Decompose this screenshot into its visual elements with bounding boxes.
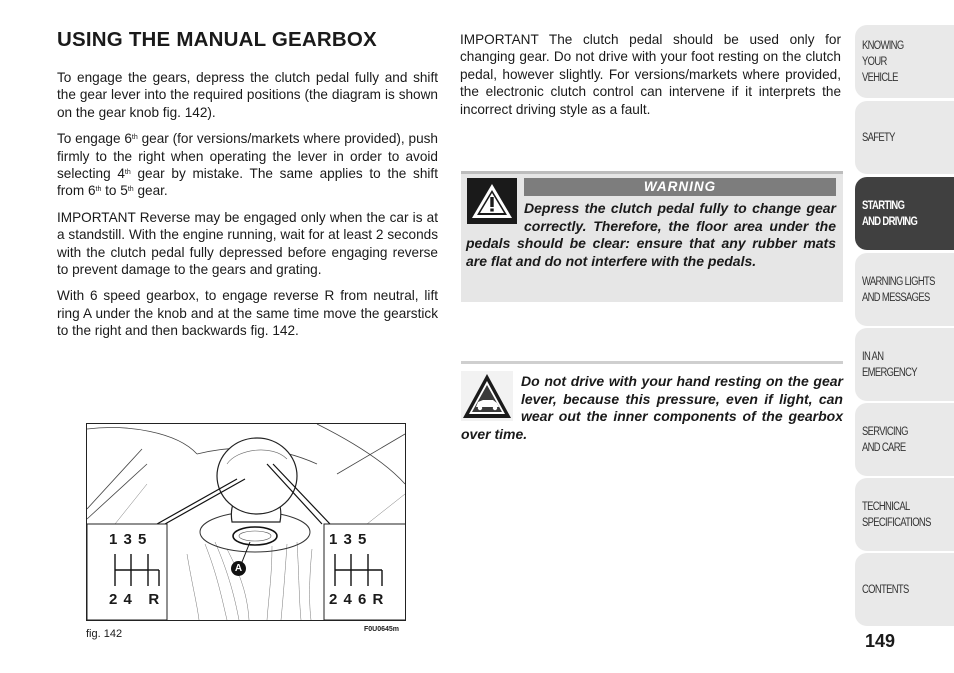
tab-safety[interactable]: SAFETY: [855, 101, 954, 174]
left-column: [57, 69, 438, 349]
page-number: 149: [865, 631, 896, 651]
left-gear-pattern-bottom: 2 4 R: [109, 591, 161, 608]
warning-box: [461, 171, 843, 302]
left-gear-pattern-top: 1 3 5: [109, 531, 148, 548]
tab-in-an-emergency[interactable]: IN AN EMERGENCY: [855, 328, 954, 401]
tab-technical-specifications[interactable]: TECHNICAL SPECIFICATIONS: [855, 478, 954, 551]
right-gear-pattern-bottom: 2 4 6 R: [329, 591, 385, 608]
tab-starting-and-driving[interactable]: STARTING AND DRIVING: [855, 177, 954, 250]
right-column: [460, 31, 841, 118]
caution-box: [461, 361, 843, 442]
paragraph-reverse-important: IMPORTANT Reverse may be engaged only when the car is at a standstill. With the engine running, wait for at least 2 seconds with the clutch pedal fully depressed before engaging reverse to prevent damage to the gears and grating.: [57, 209, 438, 278]
tab-warning-lights-and-messages[interactable]: WARNING LIGHTS AND MESSAGES: [855, 253, 954, 326]
paragraph-sixth-gear: To engage 6th gear (for versions/markets where provided), push firmly to the right when operating the lever in order to avoid selecting 4th gear by mistake. The same applies to the shift from 6th to 5th gear.: [57, 131, 438, 199]
ring-a-label: A: [231, 561, 246, 576]
figure-code: F0U0645m: [364, 626, 400, 633]
caution-text: Do not drive with your hand resting on the gear lever, because this pressure, even if light, can wear out the inner components of the gearbox over time.: [461, 373, 843, 442]
warning-header: WARNING: [524, 178, 836, 196]
gear-lever-figure: [86, 423, 406, 621]
page-title: USING THE MANUAL GEARBOX: [57, 28, 377, 51]
paragraph-engage-gears: To engage the gears, depress the clutch pedal fully and shift the gear lever into the required positions (the diagram is shown on the gear knob fig. 142).: [57, 70, 438, 120]
paragraph-clutch-important: IMPORTANT The clutch pedal should be used only for changing gear. Do not drive with your foot resting on the clutch pedal, however slightly. For versions/markets where provided, the electronic clutch control can intervene if it interprets the incorrect driving style as a fault.: [460, 32, 841, 117]
paragraph-reverse-six-speed: With 6 speed gearbox, to engage reverse R from neutral, lift ring A under the knob and at the same time move the gearstick to the right and then backwards fig. 142.: [57, 288, 438, 339]
warning-text-block: [466, 200, 836, 270]
figure-label: fig. 142: [86, 628, 123, 640]
tab-servicing-and-care[interactable]: SERVICING AND CARE: [855, 403, 954, 476]
right-gear-pattern-top: 1 3 5: [329, 531, 368, 548]
tab-contents[interactable]: CONTENTS: [855, 553, 954, 626]
caution-text-block: [461, 373, 843, 443]
tab-knowing-your-vehicle[interactable]: KNOWING YOUR VEHICLE: [855, 25, 954, 98]
warning-text: Depress the clutch pedal fully to change gear correctly. Therefore, the floor area under the pedals should be clear: ensure that any rubber mats are flat and do not interfere with the pedals.: [466, 200, 836, 269]
